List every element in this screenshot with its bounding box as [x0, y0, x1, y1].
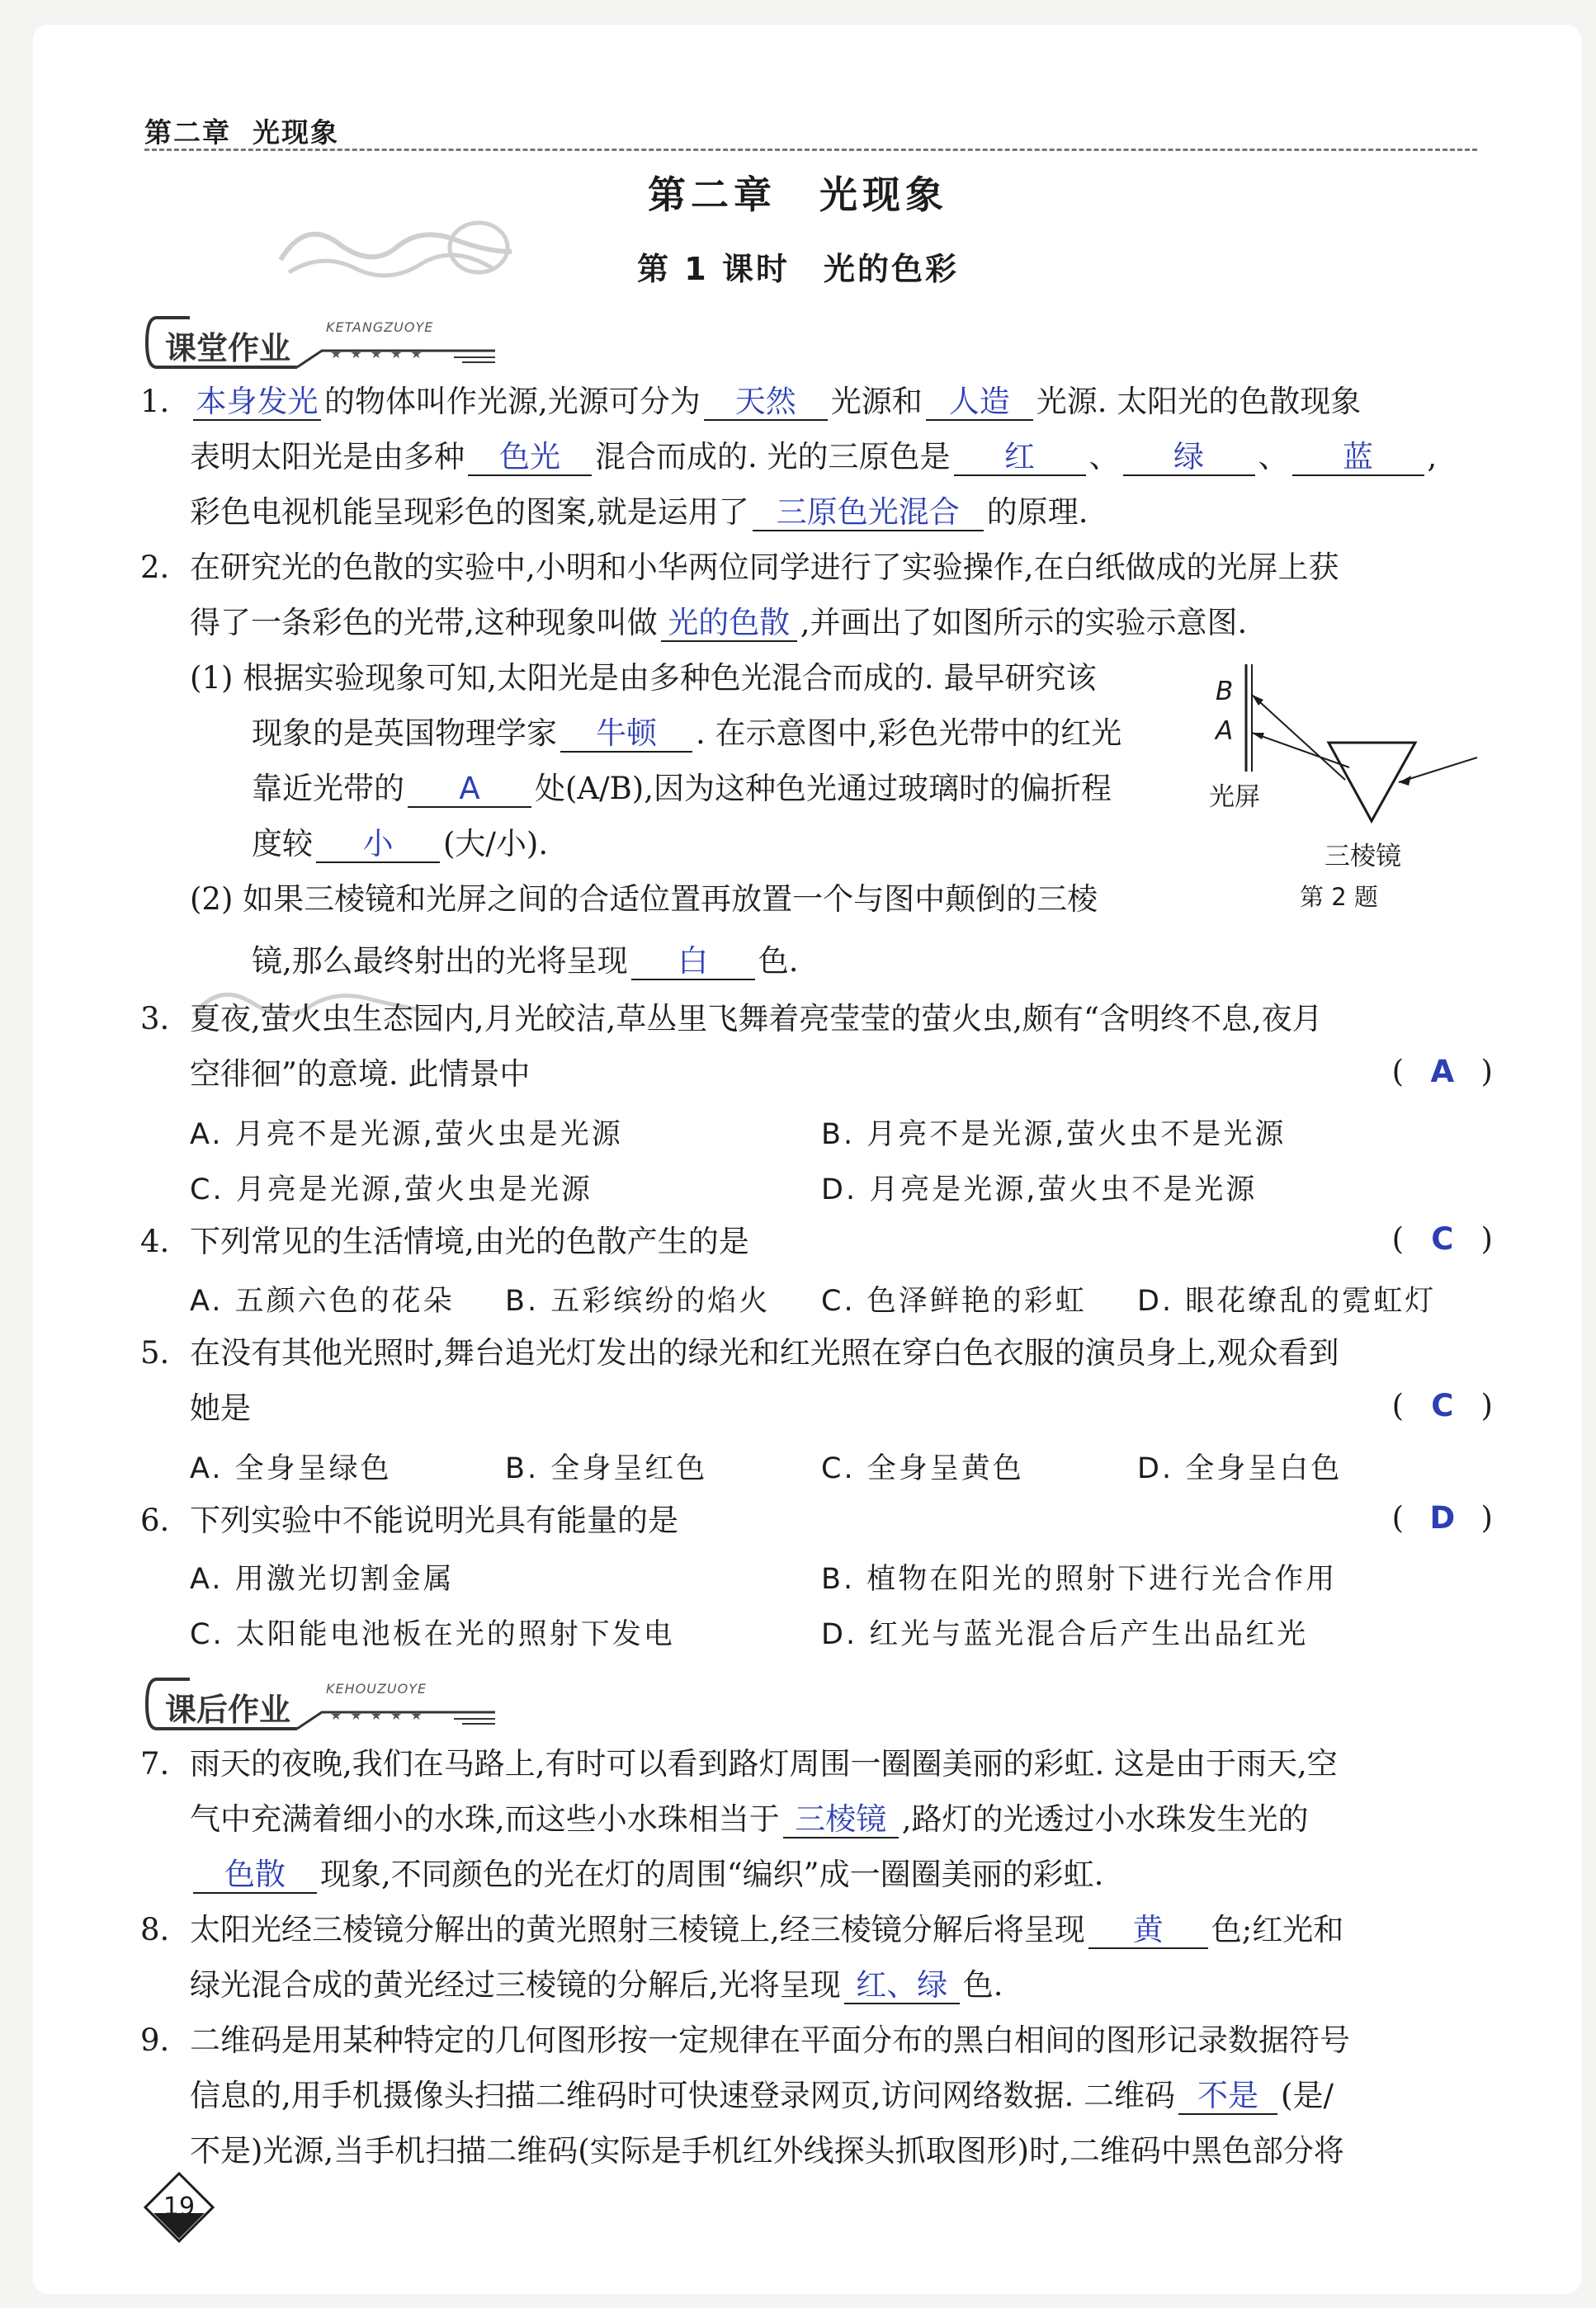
q2-part1-line-3 — [252, 768, 1201, 809]
answer-blank: 红、绿 — [844, 1968, 960, 2004]
section-pinyin: KEHOUZUOYE — [326, 1681, 427, 1697]
answer-blank: 光的色散 — [661, 606, 797, 642]
answer-blank: 蓝 — [1292, 440, 1424, 476]
q6-line-1 — [140, 1500, 1485, 1541]
answer-blank: 红 — [954, 440, 1086, 476]
q4-line-1 — [140, 1221, 1485, 1263]
question-text: 色;红光和 — [1211, 1912, 1344, 1947]
q5-option-a: A. 全身呈绿色 — [190, 1452, 392, 1485]
q3-line-2 — [140, 1054, 1485, 1095]
q4-option-c: C. 色泽鲜艳的彩虹 — [821, 1285, 1087, 1318]
choice-answer: A — [1430, 1054, 1455, 1089]
question-text: 信息的,用手机摄像头扫描二维码时可快速登录网页,访问网络数据. 二维码 — [190, 2078, 1176, 2113]
question-text: 的物体叫作光源,光源可分为 — [324, 384, 701, 419]
section-label: 课堂作业 — [165, 330, 291, 366]
q6-option-c: C. 太阳能电池板在光的照射下发电 — [190, 1618, 675, 1651]
question-text: 下列常见的生活情境,由光的色散产生的是 — [190, 1224, 749, 1259]
answer-blank: A — [408, 772, 531, 808]
running-head-topic: 光现象 — [253, 116, 339, 149]
q3-option-b: B. 月亮不是光源,萤火虫不是光源 — [821, 1118, 1287, 1151]
q5-line-2 — [140, 1388, 1485, 1429]
answer-blank: 三原色光混合 — [753, 495, 984, 531]
page-number: 19 — [163, 2192, 196, 2221]
question-text: 、 — [1088, 439, 1120, 474]
figure-label-a: A — [1216, 716, 1234, 746]
section-stars: ★★★★★ — [330, 346, 431, 361]
question-text: 下列实验中不能说明光具有能量的是 — [190, 1503, 678, 1538]
q7-line-1 — [140, 1744, 1485, 1785]
q3-option-d: D. 月亮是光源,萤火虫不是光源 — [821, 1173, 1258, 1206]
question-text: 色. — [962, 1967, 1003, 2003]
q2-part2-line-1 — [190, 879, 1197, 920]
answer-blank: 本身发光 — [193, 385, 321, 421]
q4-option-a: A. 五颜六色的花朵 — [190, 1285, 455, 1318]
question-text: , — [1427, 439, 1438, 474]
q6-answer-bracket: ( D ) — [1391, 1500, 1493, 1536]
header-divider — [144, 149, 1477, 151]
question-number: 9. — [140, 2022, 170, 2058]
q5-option-c: C. 全身呈黄色 — [821, 1452, 1024, 1485]
question-text: (1) 根据实验现象可知,太阳光是由多种色光混合而成的. 最早研究该 — [190, 660, 1097, 696]
q6-option-b: B. 植物在阳光的照射下进行光合作用 — [821, 1563, 1338, 1596]
q2-part2-line-2 — [252, 941, 1201, 982]
question-number: 5. — [140, 1335, 170, 1371]
chapter-title: 第二章 光现象 — [648, 172, 948, 217]
q2-line-2 — [140, 602, 1485, 644]
answer-blank: 小 — [316, 827, 440, 863]
question-text: 现象,不同颜色的光在灯的周围“编织”成一圈圈美丽的彩虹. — [320, 1857, 1104, 1892]
lesson-title: 第 1 课时 光的色彩 — [637, 251, 959, 287]
running-head — [144, 111, 361, 150]
question-text: 雨天的夜晚,我们在马路上,有时可以看到路灯周围一圈圈美丽的彩虹. 这是由于雨天,空 — [190, 1746, 1338, 1782]
q8-line-1 — [140, 1909, 1485, 1951]
question-text: 她是 — [190, 1390, 251, 1426]
q3-option-c: C. 月亮是光源,萤火虫是光源 — [190, 1173, 593, 1206]
section-stars: ★★★★★ — [330, 1707, 431, 1723]
answer-blank: 天然 — [704, 385, 828, 421]
question-text: 镜,那么最终射出的光将呈现 — [252, 943, 628, 979]
q9-line-3 — [140, 2131, 1485, 2172]
q9-line-1 — [140, 2020, 1485, 2061]
question-text: 不是)光源,当手机扫描二维码(实际是手机红外线探头抓取图形)时,二维码中黑色部分将 — [190, 2133, 1344, 2169]
q3-option-a: A. 月亮不是光源,萤火虫是光源 — [190, 1118, 623, 1151]
answer-blank: 白 — [631, 944, 755, 980]
q7-line-2 — [140, 1799, 1485, 1840]
question-text: 、 — [1258, 439, 1289, 474]
question-text: ,路灯的光透过小水珠发生光的 — [901, 1801, 1309, 1837]
question-text: 夏夜,萤火虫生态园内,月光皎洁,草丛里飞舞着亮莹莹的萤火虫,颇有“含明终不息,夜月 — [190, 1001, 1323, 1036]
question-text: (是/ — [1281, 2078, 1334, 2113]
question-text: 处(A/B),因为这种色光通过玻璃时的偏折程 — [535, 771, 1112, 806]
question-text: 彩色电视机能呈现彩色的图案,就是运用了 — [190, 494, 749, 530]
answer-blank: 三棱镜 — [783, 1802, 899, 1838]
q6-option-a: A. 用激光切割金属 — [190, 1563, 455, 1596]
section-banner-in-class — [140, 309, 512, 375]
question-number: 7. — [140, 1746, 170, 1782]
question-text: 混合而成的. 光的三原色是 — [595, 439, 951, 474]
question-number: 6. — [140, 1503, 170, 1538]
question-text: (大/小). — [443, 826, 549, 861]
page-number-badge — [142, 2170, 216, 2244]
question-text: 在研究光的色散的实验中,小明和小华两位同学进行了实验操作,在白纸做成的光屏上获 — [190, 550, 1339, 585]
answer-blank: 牛顿 — [560, 716, 692, 753]
question-text: 光源和 — [830, 384, 923, 419]
question-text: . 在示意图中,彩色光带中的红光 — [696, 715, 1122, 751]
question-text: 光源. 太阳光的色散现象 — [1036, 384, 1362, 419]
q1-line-1 — [140, 381, 1485, 422]
question-text: (2) 如果三棱镜和光屏之间的合适位置再放置一个与图中颠倒的三棱 — [190, 881, 1098, 917]
answer-blank: 绿 — [1123, 440, 1255, 476]
question-text: 得了一条彩色的光带,这种现象叫做 — [190, 605, 658, 640]
question-number: 2. — [140, 550, 170, 585]
q4-option-b: B. 五彩缤纷的焰火 — [505, 1285, 771, 1318]
q5-answer-bracket: ( C ) — [1391, 1388, 1493, 1423]
q8-line-2 — [140, 1965, 1485, 2006]
answer-blank: 色光 — [468, 440, 592, 476]
question-text: 绿光混合成的黄光经过三棱镜的分解后,光将呈现 — [190, 1967, 841, 2003]
question-number: 4. — [140, 1224, 170, 1259]
question-text: 度较 — [252, 826, 313, 861]
question-text: 色. — [758, 943, 799, 979]
section-label: 课后作业 — [165, 1692, 291, 1728]
question-text: 的原理. — [986, 494, 1088, 530]
q5-option-b: B. 全身呈红色 — [505, 1452, 708, 1485]
q1-line-2 — [140, 437, 1485, 478]
question-number: 1. — [140, 384, 170, 419]
answer-blank: 人造 — [926, 385, 1033, 421]
question-text: ,并画出了如图所示的实验示意图. — [800, 605, 1248, 640]
section-pinyin: KETANGZUOYE — [326, 319, 434, 335]
answer-blank: 不是 — [1178, 2079, 1277, 2115]
q7-line-3 — [140, 1854, 1485, 1895]
figure-label-prism: 三棱镜 — [1324, 842, 1401, 871]
choice-answer: D — [1429, 1500, 1456, 1536]
q5-line-1 — [140, 1333, 1485, 1374]
q4-answer-bracket: ( C ) — [1391, 1221, 1493, 1257]
answer-blank: 黄 — [1088, 1913, 1208, 1949]
question-text: 在没有其他光照时,舞台追光灯发出的绿光和红光照在穿白色衣服的演员身上,观众看到 — [190, 1335, 1339, 1371]
section-banner-after-class — [140, 1671, 512, 1737]
running-head-chapter: 第二章 — [144, 116, 231, 149]
prism-dispersion-figure — [1201, 660, 1481, 932]
question-text: 太阳光经三棱镜分解出的黄光照射三棱镜上,经三棱镜分解后将呈现 — [190, 1912, 1085, 1947]
watermark-stamp — [272, 210, 520, 289]
question-text: 二维码是用某种特定的几何图形按一定规律在平面分布的黑白相间的图形记录数据符号 — [190, 2022, 1350, 2058]
question-text: 靠近光带的 — [252, 771, 404, 806]
q2-line-1 — [140, 547, 1485, 588]
q1-line-3 — [140, 492, 1485, 533]
question-text: 表明太阳光是由多种 — [190, 439, 465, 474]
q3-answer-bracket: ( A ) — [1391, 1054, 1493, 1089]
q6-option-d: D. 红光与蓝光混合后产生出品红光 — [821, 1618, 1309, 1651]
figure-label-screen: 光屏 — [1209, 782, 1260, 812]
question-text: 现象的是英国物理学家 — [252, 715, 557, 751]
question-text: 气中充满着细小的水珠,而这些小水珠相当于 — [190, 1801, 780, 1837]
question-number: 3. — [140, 1001, 170, 1036]
question-number: 8. — [140, 1912, 170, 1947]
figure-caption: 第 2 题 — [1300, 883, 1378, 911]
q2-part1-line-4 — [252, 824, 1201, 865]
figure-label-b: B — [1216, 677, 1234, 706]
question-text: 空徘徊”的意境. 此情景中 — [190, 1056, 531, 1092]
q3-line-1 — [140, 998, 1485, 1040]
choice-answer: C — [1431, 1221, 1454, 1257]
q9-line-2 — [140, 2075, 1485, 2117]
q5-option-d: D. 全身呈白色 — [1137, 1452, 1343, 1485]
q2-part1-line-2 — [252, 713, 1201, 754]
q4-option-d: D. 眼花缭乱的霓虹灯 — [1137, 1285, 1437, 1318]
answer-blank: 色散 — [193, 1857, 317, 1894]
choice-answer: C — [1431, 1388, 1454, 1423]
q2-part1-line-1 — [190, 658, 1197, 699]
